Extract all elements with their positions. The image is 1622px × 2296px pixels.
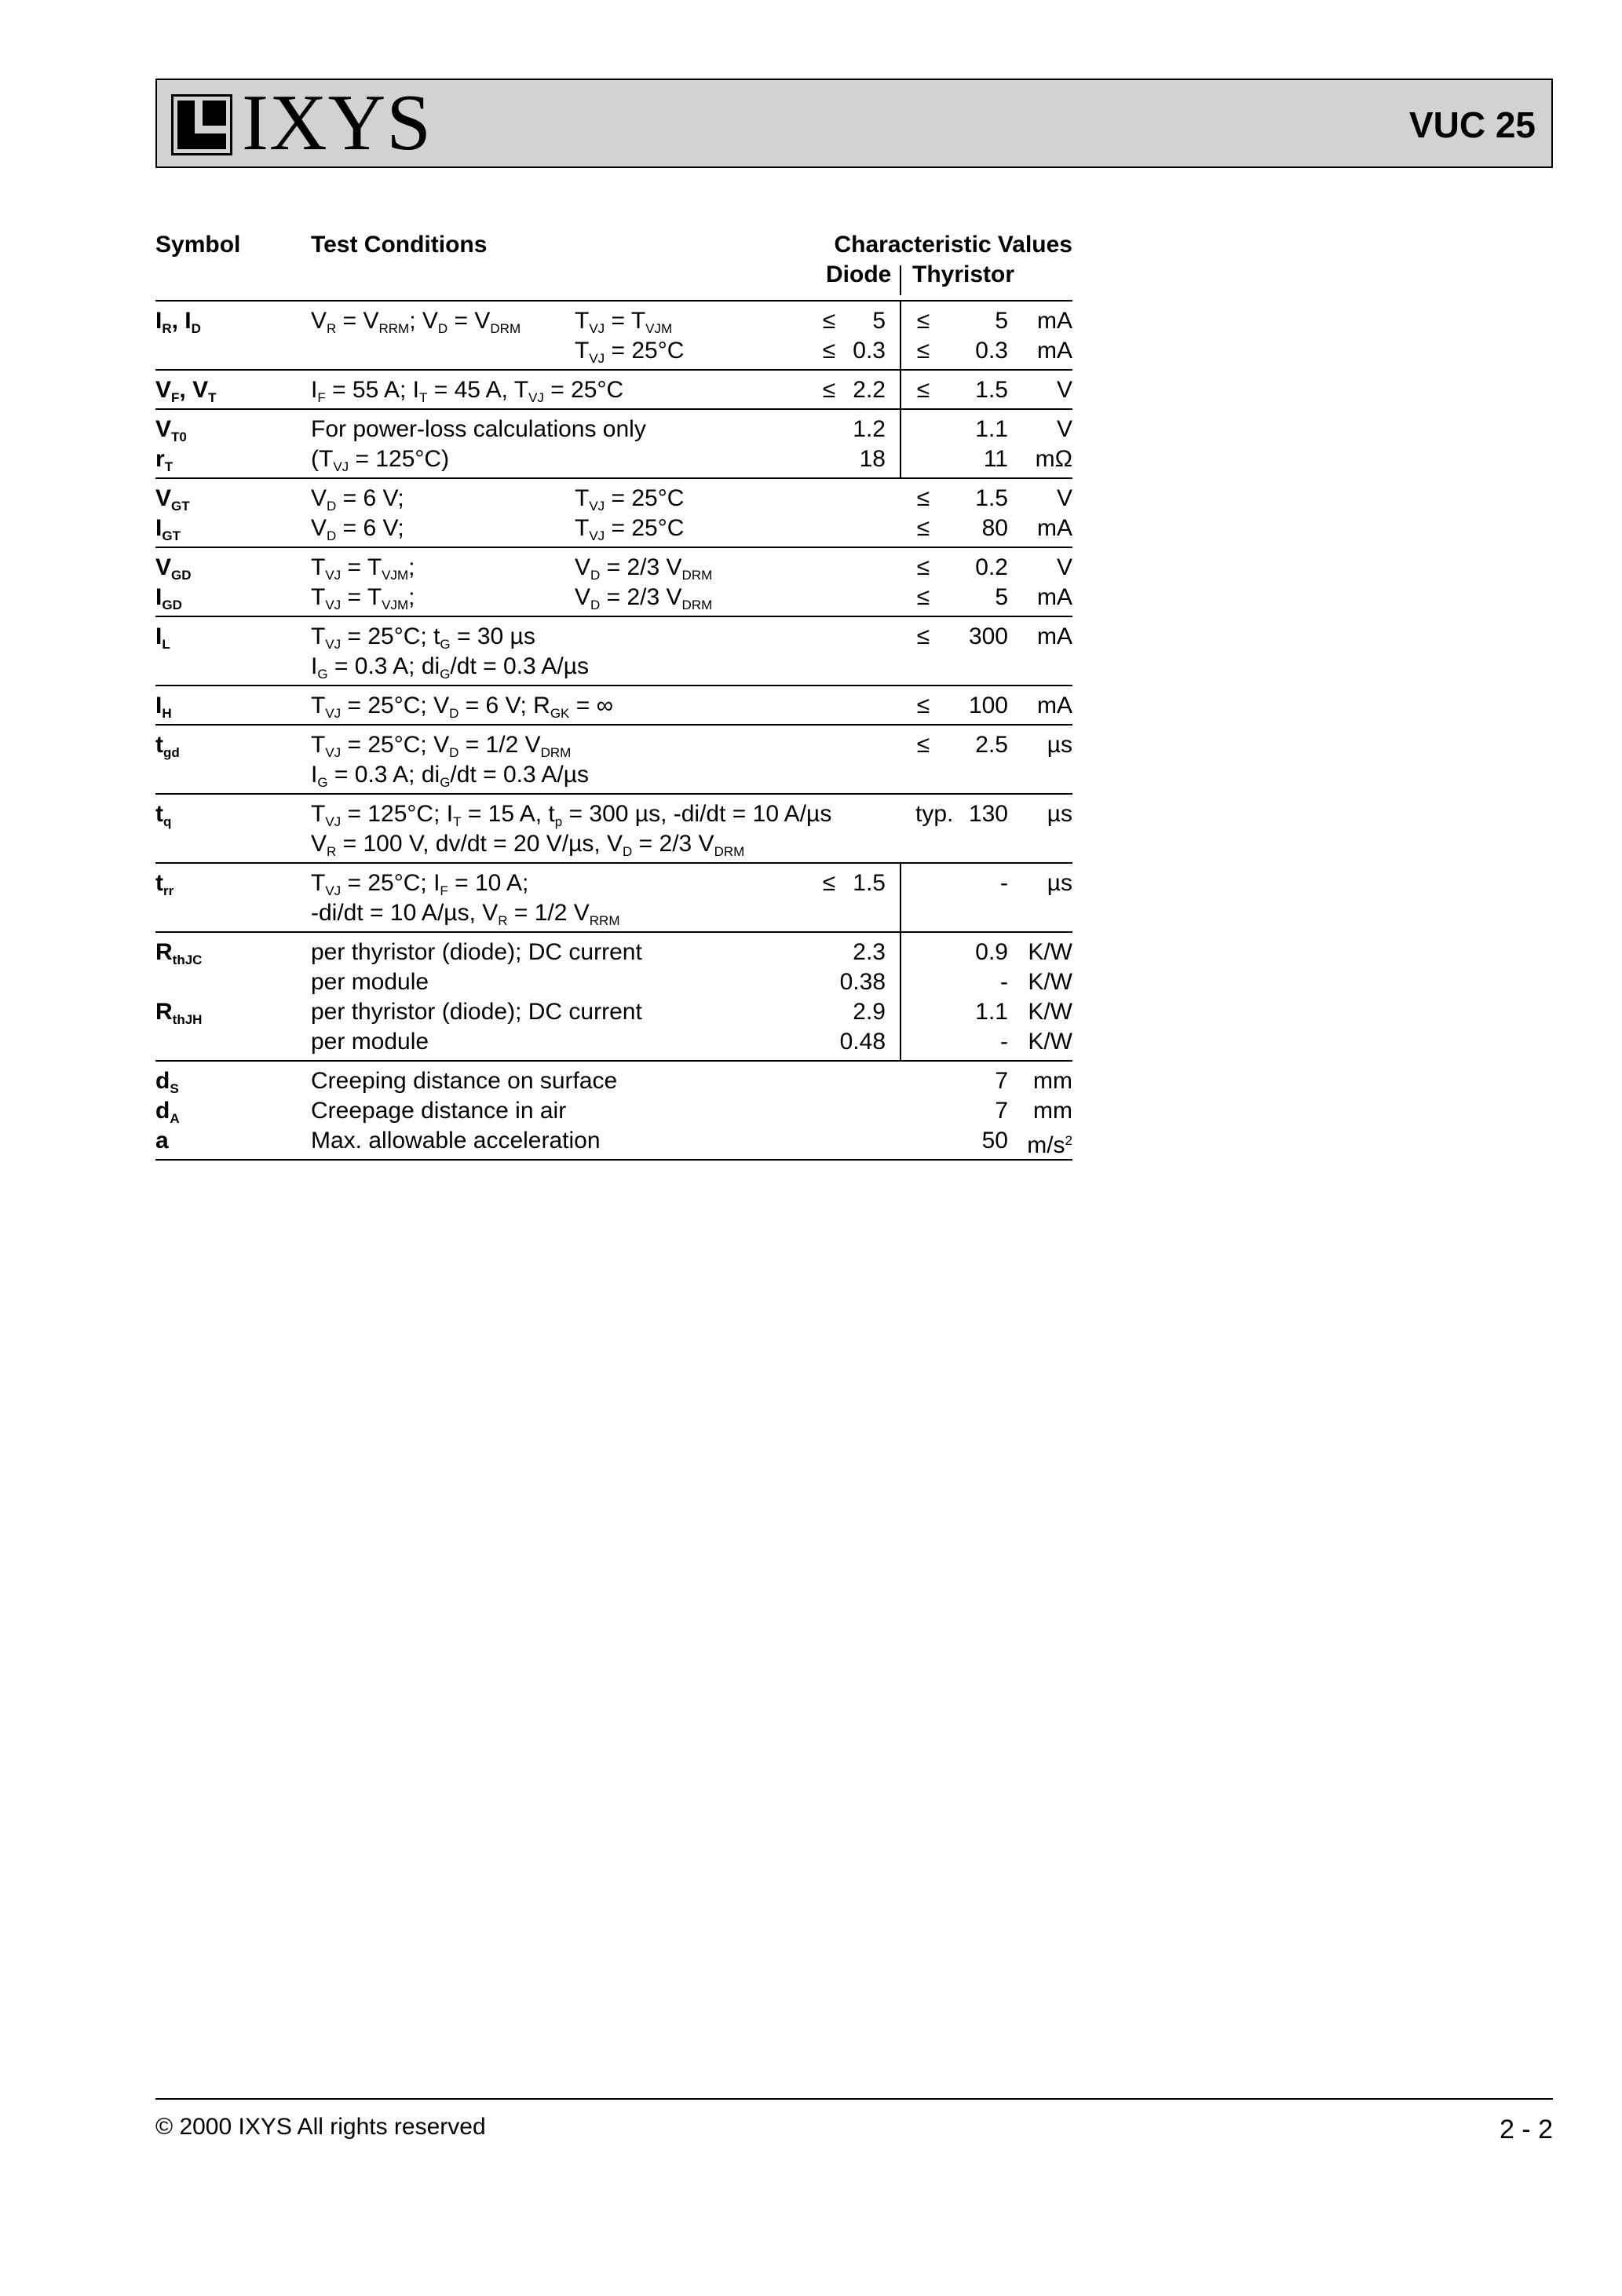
table-header: [155, 231, 1072, 300]
cell-diode-limit: ≤: [822, 377, 836, 403]
header-bar: [155, 79, 1553, 168]
row-il: [155, 617, 1072, 685]
table-line: [155, 829, 1072, 859]
table-bottom-rule: [155, 1159, 1072, 1161]
part-number: VUC 25: [1408, 104, 1536, 145]
cell-condition: per module: [311, 969, 429, 995]
cell-thyristor-value: 1.5: [975, 485, 1008, 511]
cell-thyristor-value: 1.5: [975, 377, 1008, 403]
cell-thyristor-limit: ≤: [916, 515, 930, 541]
table-line: [155, 1027, 1072, 1057]
cell-condition: $(T_{VJ} = 125^\circ C)$: [311, 446, 450, 474]
table-line: [155, 997, 1072, 1027]
cell-thyristor-value: 7: [995, 1068, 1008, 1094]
cell-thyristor-value: 130: [968, 801, 1008, 827]
table-line: [155, 306, 1072, 336]
table-line: [155, 514, 1072, 543]
cell-condition: $T_{VJ} = T_{VJM}$;: [311, 584, 415, 612]
cell-diode-value: 1.2: [853, 416, 886, 442]
cell-thyristor-value: 1.1: [975, 416, 1008, 442]
cell-symbol: $t_{rr}$: [155, 870, 174, 898]
row-vt0-rt: [155, 410, 1072, 477]
cell-thyristor-value: 300: [968, 623, 1008, 649]
cell-thyristor-limit: ≤: [916, 584, 930, 610]
cell-unit: µs: [1047, 801, 1072, 827]
cell-condition-2: $T_{VJ} = 25^\circ C$: [575, 515, 685, 543]
cell-unit: µs: [1047, 870, 1072, 896]
cell-thyristor-value: -: [1000, 870, 1008, 896]
cell-unit: mA: [1037, 338, 1072, 364]
cell-unit: µs: [1047, 732, 1072, 758]
cell-thyristor-value: 0.9: [975, 939, 1008, 965]
cell-symbol: $d_S$: [155, 1068, 179, 1096]
cell-unit: mm: [1033, 1068, 1072, 1094]
cell-condition: -di/dt = 10 A/µs, $V_R = 1/2$ $V_{RRM}$: [311, 900, 620, 928]
table-line: [155, 898, 1072, 928]
copyright: © 2000 IXYS All rights reserved: [155, 2114, 486, 2140]
cell-diode-limit: ≤: [822, 870, 836, 896]
cell-condition: $T_{VJ} = 25^\circ C$; $t_G = 30$ µs: [311, 623, 535, 652]
cell-diode-limit: ≤: [822, 308, 836, 334]
cell-condition: $I_F = 55$ A; $I_T = 45$ A, $T_{VJ} = 25^\circ C$: [311, 377, 624, 405]
cell-thyristor-value: -: [1000, 1029, 1008, 1055]
row-tq: [155, 795, 1072, 862]
cell-condition: $T_{VJ} = T_{VJM}$;: [311, 554, 415, 583]
cell-thyristor-value: 11: [983, 446, 1008, 472]
row-mechanical: [155, 1062, 1072, 1159]
cell-symbol: $V_{T0}$: [155, 416, 187, 444]
cell-condition: per thyristor (diode); DC current: [311, 939, 642, 965]
cell-condition: per module: [311, 1029, 429, 1055]
cell-unit: V: [1056, 554, 1072, 580]
cell-thyristor-value: 100: [968, 693, 1008, 718]
row-vf-vt: [155, 371, 1072, 408]
table-line: [155, 415, 1072, 444]
cell-diode-value: 18: [859, 446, 886, 472]
cell-thyristor-limit: ≤: [916, 308, 930, 334]
table-line: [155, 691, 1072, 721]
table-line: [155, 967, 1072, 997]
cell-thyristor-limit: ≤: [916, 554, 930, 580]
characteristics-table: [155, 231, 1072, 1161]
cell-condition-2: $V_D = 2/3$ $V_{DRM}$: [575, 554, 713, 583]
cell-thyristor-limit: ≤: [916, 623, 930, 649]
cell-symbol: $I_{GD}$: [155, 584, 182, 612]
cell-diode-value: 1.5: [853, 870, 886, 896]
cell-symbol: $d_A$: [155, 1098, 180, 1126]
col-diode: Diode: [826, 261, 892, 287]
cell-condition: Creeping distance on surface: [311, 1068, 618, 1094]
cell-thyristor-limit: ≤: [916, 377, 930, 403]
cell-thyristor-value: 50: [981, 1128, 1008, 1153]
logo-wordmark: IXYS: [242, 79, 433, 167]
cell-thyristor-value: 2.5: [975, 732, 1008, 758]
row-vgd-igd: [155, 548, 1072, 616]
cell-symbol: $V_{GT}$: [155, 485, 190, 514]
table-line: [155, 868, 1072, 898]
row-tgd: [155, 726, 1072, 793]
col-conditions: Test Conditions: [311, 232, 488, 258]
row-vgt-igt: [155, 479, 1072, 547]
cell-condition-2: $V_D = 2/3$ $V_{DRM}$: [575, 584, 713, 612]
cell-thyristor-value: 7: [995, 1098, 1008, 1124]
cell-diode-value: 5: [872, 308, 886, 334]
cell-symbol: $R_{thJH}$: [155, 999, 203, 1027]
ixys-logo-mark-icon: [171, 94, 232, 155]
cell-condition: $I_G = 0.3$ A; $di_G/dt = 0.3$ A/µs: [311, 653, 589, 682]
cell-diode-value: 0.3: [853, 338, 886, 364]
cell-unit: mA: [1037, 515, 1072, 541]
cell-condition-2: $T_{VJ} = 25^\circ C$: [575, 338, 685, 366]
cell-unit: K/W: [1028, 939, 1072, 965]
table-line: [155, 583, 1072, 612]
table-line: [155, 799, 1072, 829]
cell-unit: V: [1056, 377, 1072, 403]
table-line: [155, 553, 1072, 583]
cell-diode-value: 2.9: [853, 999, 886, 1025]
cell-condition: $V_R = V_{RRM}$; $V_D = V_{DRM}$: [311, 308, 521, 336]
cell-symbol: $V_F$, $V_T$: [155, 377, 217, 405]
cell-symbol: $I_H$: [155, 693, 172, 721]
cell-thyristor-value: 5: [995, 308, 1008, 334]
ixys-logo: [171, 79, 460, 167]
cell-thyristor-value: 80: [981, 515, 1008, 541]
cell-condition: $V_D = 6$ V;: [311, 485, 404, 514]
cell-condition: For power-loss calculations only: [311, 416, 646, 442]
cell-thyristor-value: 1.1: [975, 999, 1008, 1025]
table-line: [155, 1096, 1072, 1126]
cell-thyristor-value: -: [1000, 969, 1008, 995]
table-line: [155, 938, 1072, 967]
cell-diode-value: 2.3: [853, 939, 886, 965]
table-line: [155, 375, 1072, 405]
cell-thyristor-value: 0.2: [975, 554, 1008, 580]
cell-condition: $T_{VJ} = 25^\circ C$; $I_F = 10$ A;: [311, 870, 529, 898]
cell-condition: Creepage distance in air: [311, 1098, 567, 1124]
cell-symbol: $V_{GD}$: [155, 554, 192, 583]
cell-symbol: $t_q$: [155, 801, 172, 829]
cell-symbol: $I_R$, $I_D$: [155, 308, 201, 336]
cell-thyristor-limit: typ.: [915, 801, 954, 827]
cell-unit: K/W: [1028, 1029, 1072, 1055]
cell-diode-value: 0.38: [839, 969, 886, 995]
cell-condition: $T_{VJ} = 25^\circ C$; $V_D = 1/2$ $V_{DRM}$: [311, 732, 572, 760]
cell-condition: per thyristor (diode); DC current: [311, 999, 642, 1025]
cell-thyristor-value: 5: [995, 584, 1008, 610]
row-rth: [155, 933, 1072, 1060]
cell-condition: $I_G = 0.3$ A; $di_G/dt = 0.3$ A/µs: [311, 762, 589, 790]
cell-thyristor-limit: ≤: [916, 485, 930, 511]
page-number: 2 - 2: [1499, 2115, 1553, 2144]
cell-unit: $m/s^2$: [1027, 1132, 1072, 1158]
cell-thyristor-limit: ≤: [916, 338, 930, 364]
cell-diode-value: 0.48: [839, 1029, 886, 1055]
cell-thyristor-limit: ≤: [916, 732, 930, 758]
row-ih: [155, 686, 1072, 724]
table-line: [155, 622, 1072, 652]
row-ir-id: [155, 302, 1072, 369]
table-line: [155, 730, 1072, 760]
cell-unit: mΩ: [1035, 446, 1072, 472]
table-line: [155, 1126, 1072, 1156]
cell-symbol: $I_{GT}$: [155, 515, 181, 543]
cell-condition: $T_{VJ} = 25^\circ C$; $V_D = 6$ V; $R_{GK}$ = ∞: [311, 693, 613, 721]
cell-unit: mA: [1037, 308, 1072, 334]
cell-unit: K/W: [1028, 969, 1072, 995]
cell-unit: K/W: [1028, 999, 1072, 1025]
cell-diode-limit: ≤: [822, 338, 836, 364]
cell-condition: $V_D = 6$ V;: [311, 515, 404, 543]
cell-condition-2: $T_{VJ} = T_{VJM}$: [575, 308, 673, 336]
cell-symbol: $t_{gd}$: [155, 732, 180, 760]
col-symbol: Symbol: [155, 232, 241, 258]
cell-unit: V: [1056, 485, 1072, 511]
table-body: [155, 300, 1072, 1161]
cell-diode-value: 2.2: [853, 377, 886, 403]
cell-unit: mm: [1033, 1098, 1072, 1124]
row-trr: [155, 864, 1072, 931]
cell-unit: V: [1056, 416, 1072, 442]
cell-thyristor-value: 0.3: [975, 338, 1008, 364]
table-line: [155, 444, 1072, 474]
cell-symbol: a: [155, 1128, 169, 1153]
col-thyristor: Thyristor: [912, 261, 1015, 287]
table-line: [155, 760, 1072, 790]
cell-thyristor-limit: ≤: [916, 693, 930, 718]
cell-condition: $T_{VJ} = 125^\circ C$; $I_T = 15$ A, $t_p = 300$ µs, -di/dt = 10 A/µs: [311, 801, 832, 829]
cell-symbol: $R_{thJC}$: [155, 939, 203, 967]
cell-unit: mA: [1037, 623, 1072, 649]
cell-symbol: $r_T$: [155, 446, 174, 474]
col-values: Characteristic Values: [834, 232, 1072, 258]
header-divider: [900, 265, 901, 295]
table-line: [155, 336, 1072, 366]
cell-condition: $V_R = 100$ V, dv/dt = 20 V/µs, $V_D = 2/3$ $V_{DRM}$: [311, 831, 745, 859]
cell-condition-2: $T_{VJ} = 25^\circ C$: [575, 485, 685, 514]
footer-rule: [155, 2098, 1553, 2100]
table-line: [155, 1066, 1072, 1096]
table-line: [155, 484, 1072, 514]
cell-symbol: $I_L$: [155, 623, 170, 652]
cell-unit: mA: [1037, 693, 1072, 718]
cell-condition: Max. allowable acceleration: [311, 1128, 601, 1153]
cell-unit: mA: [1037, 584, 1072, 610]
table-line: [155, 652, 1072, 682]
